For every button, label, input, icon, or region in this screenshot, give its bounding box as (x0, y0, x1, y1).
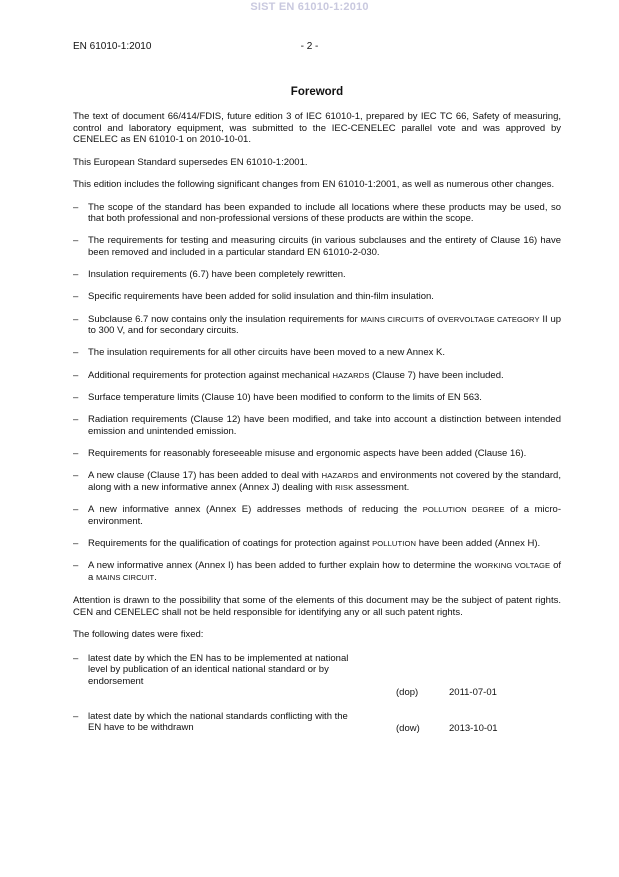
list-item: – Radiation requirements (Clause 12) have been modified, and take into account a distinction between intended emission and unintended emission. (73, 414, 561, 437)
defined-term: POLLUTION DEGREE (422, 505, 505, 515)
list-item: – A new clause (Clause 17) has been added to deal with HAZARDS and environments not covered by the standard, along with a new informative annex (Annex J) dealing with RISK assessment. (73, 470, 561, 493)
list-item: – Subclause 6.7 now contains only the insulation requirements for MAINS CIRCUITS of OVERVOLTAGE CATEGORY II up to 300 V, and for secondary circuits. (73, 313, 562, 337)
defined-term: HAZARDS (321, 471, 359, 481)
watermark: SIST EN 61010-1:2010 (250, 1, 369, 13)
date-code: (dow) (396, 723, 420, 735)
date-value: 2011-07-01 (449, 687, 497, 699)
list-item: – The requirements for testing and measuring circuits (in various subclauses and the entirety of Clause 16) have been removed and included in a particular standard EN 61010-2-030. (73, 235, 561, 258)
date-row-dop: – latest date by which the EN has to be implemented at national level by publication of an identical national standard or by endorsement (dop) 2011-07-01 (73, 652, 497, 699)
page-number: - 2 - (300, 41, 319, 52)
defined-term: WORKING VOLTAGE (474, 561, 551, 571)
date-description: latest date by which the EN has to be implemented at national level by publication of an identical national standard or by endorsement (88, 652, 349, 687)
changes-list (73, 202, 561, 584)
list-item: – Insulation requirements (6.7) have been completely rewritten. (73, 269, 346, 281)
patent-paragraph: Attention is drawn to the possibility that some of the elements of this document may be the subject of patent rights. CEN and CENELEC shall not be held responsible for identifying any or all such patent rights. (73, 595, 561, 618)
list-item: – A new informative annex (Annex E) addresses methods of reducing the POLLUTION DEGREE of a micro-environment. (73, 504, 561, 527)
defined-term: OVERVOLTAGE CATEGORY (437, 314, 540, 324)
list-item: – Specific requirements have been added for solid insulation and thin-film insulation. (73, 291, 434, 303)
defined-term: RISK (335, 482, 354, 492)
list-item: – Requirements for the qualification of coatings for protection against POLLUTION have been added (Annex H). (73, 538, 541, 550)
intro-paragraph: The text of document 66/414/FDIS, future edition 3 of IEC 61010-1, prepared by IEC TC 66, Safety of measuring, control and laboratory equipment, was submitted to the IEC-CENELEC parallel vote and was approved by CENELEC as EN 61010-1 on 2010-10-01. (73, 111, 561, 145)
date-row-dow: – latest date by which the national standards conflicting with the EN have to be withdrawn (dow) 2013-10-01 (73, 710, 498, 735)
page-title: Foreword (290, 86, 344, 98)
supersedes-paragraph: This European Standard supersedes EN 61010-1:2001. (73, 156, 308, 168)
defined-term: POLLUTION (372, 539, 417, 549)
list-item: – The scope of the standard has been expanded to include all locations where these products may be used, so that both professional and non-professional versions of these products are within the scope. (73, 201, 561, 224)
defined-term: HAZARDS (332, 370, 370, 380)
list-item: – A new informative annex (Annex I) has been added to further explain how to determine the WORKING VOLTAGE of a MAINS CIRCUIT. (73, 560, 561, 583)
list-item: – Surface temperature limits (Clause 10) have been modified to conform to the limits of EN 563. (73, 392, 482, 404)
changes-intro-paragraph: This edition includes the following significant changes from EN 61010-1:2001, as well as numerous other changes. (73, 179, 555, 190)
dates-intro-paragraph: The following dates were fixed: (73, 629, 204, 641)
document-id: EN 61010-1:2010 (73, 41, 152, 52)
dates-list (73, 653, 561, 735)
date-description: latest date by which the national standards conflicting with the EN have to be withdrawn (88, 710, 348, 734)
date-code: (dop) (396, 687, 419, 699)
list-item: – The insulation requirements for all other circuits have been moved to a new Annex K. (73, 347, 445, 359)
page-content (73, 86, 561, 747)
date-value: 2013-10-01 (449, 723, 498, 735)
list-item: – Additional requirements for protection against mechanical HAZARDS (Clause 7) have been included. (73, 369, 504, 381)
list-item: – Requirements for reasonably foreseeable misuse and ergonomic aspects have been added (Clause 16). (73, 448, 527, 460)
defined-term: MAINS CIRCUIT (95, 572, 155, 582)
defined-term: MAINS CIRCUITS (360, 314, 424, 324)
